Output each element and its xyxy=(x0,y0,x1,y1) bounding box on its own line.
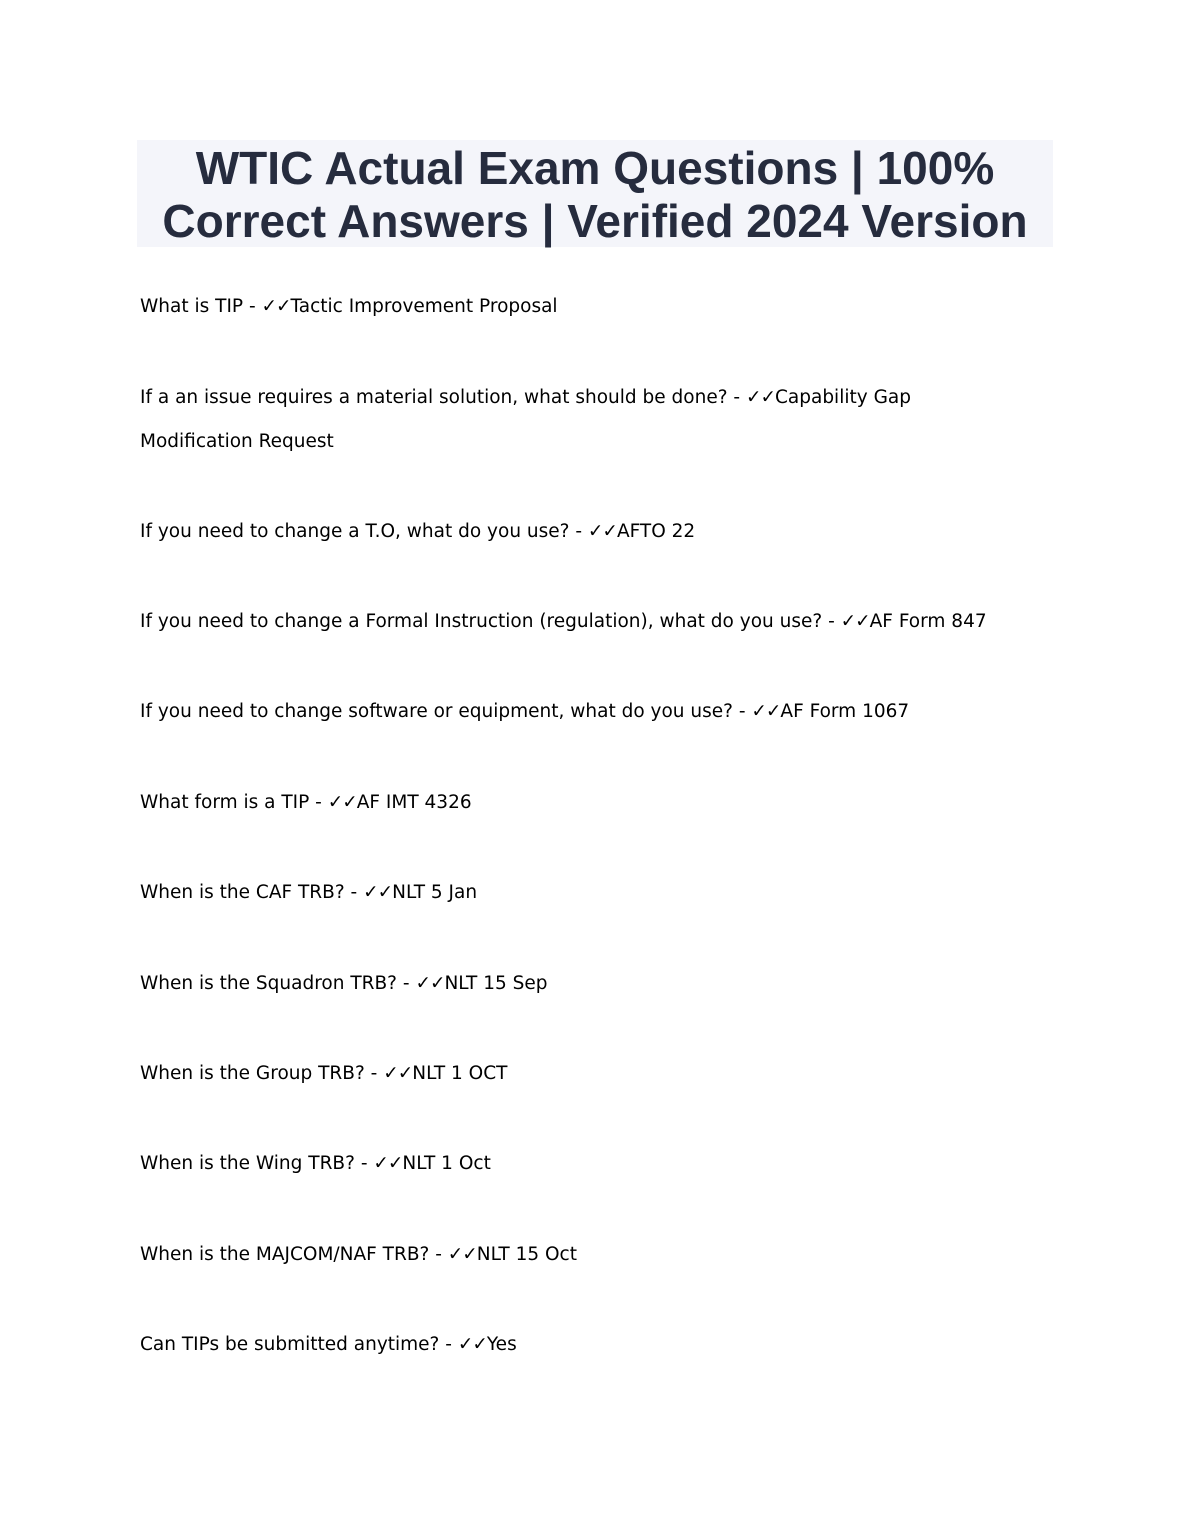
qa-item xyxy=(140,791,472,815)
qa-item xyxy=(140,700,909,724)
qa-item xyxy=(140,1152,491,1176)
answer-text: AF IMT 4326 xyxy=(356,792,472,813)
qa-item-continuation xyxy=(140,430,334,454)
double-check-icon: ✓✓ xyxy=(383,1063,413,1084)
double-check-icon: ✓✓ xyxy=(363,882,393,903)
separator: - xyxy=(354,1153,374,1174)
separator: - xyxy=(243,296,262,317)
separator: - xyxy=(429,1244,448,1265)
double-check-icon: ✓✓ xyxy=(751,701,781,722)
question-text: When is the Group TRB? xyxy=(140,1063,365,1084)
separator: - xyxy=(732,701,752,722)
qa-item xyxy=(140,1062,507,1086)
document-title-line-2: Correct Answers | Verified 2024 Version xyxy=(162,195,1028,247)
answer-text: NLT 5 Jan xyxy=(392,882,478,903)
double-check-icon: ✓✓ xyxy=(415,973,445,994)
answer-text: NLT 15 Sep xyxy=(444,973,548,994)
answer-text: AF Form 847 xyxy=(869,611,987,632)
question-text: If you need to change a Formal Instruction (regulation), what do you use? xyxy=(140,611,823,632)
qa-item xyxy=(140,610,987,634)
answer-text: Yes xyxy=(486,1334,517,1355)
title-banner xyxy=(137,140,1053,247)
answer-text: Capability Gap xyxy=(774,387,911,408)
answer-text-continued: Modification Request xyxy=(140,431,334,452)
qa-item xyxy=(140,1333,517,1357)
qa-item xyxy=(140,881,477,905)
answer-text: Tactic Improvement Proposal xyxy=(290,296,558,317)
double-check-icon: ✓✓ xyxy=(447,1244,477,1265)
double-check-icon: ✓✓ xyxy=(261,296,291,317)
double-check-icon: ✓✓ xyxy=(587,521,617,542)
qa-item xyxy=(140,1243,577,1267)
question-text: Can TIPs be submitted anytime? xyxy=(140,1334,440,1355)
question-text: When is the CAF TRB? xyxy=(140,882,345,903)
qa-item xyxy=(140,972,548,996)
separator: - xyxy=(439,1334,458,1355)
separator: - xyxy=(309,792,328,813)
question-text: What form is a TIP xyxy=(140,792,310,813)
separator: - xyxy=(364,1063,384,1084)
question-text: What is TIP xyxy=(140,296,244,317)
question-text: When is the Wing TRB? xyxy=(140,1153,355,1174)
answer-text: AFTO 22 xyxy=(616,521,696,542)
question-text: If a an issue requires a material solution, what should be done? xyxy=(140,387,728,408)
separator: - xyxy=(569,521,588,542)
double-check-icon: ✓✓ xyxy=(373,1153,403,1174)
answer-text: NLT 1 Oct xyxy=(402,1153,491,1174)
document-title-line-1: WTIC Actual Exam Questions | 100% xyxy=(195,142,995,194)
qa-item xyxy=(140,386,911,410)
answer-text: NLT 1 OCT xyxy=(412,1063,508,1084)
question-text: When is the Squadron TRB? xyxy=(140,973,397,994)
separator: - xyxy=(822,611,841,632)
question-text: If you need to change a T.O, what do you use? xyxy=(140,521,570,542)
answer-text: AF Form 1067 xyxy=(780,701,910,722)
separator: - xyxy=(727,387,746,408)
double-check-icon: ✓✓ xyxy=(327,792,357,813)
question-text: When is the MAJCOM/NAF TRB? xyxy=(140,1244,430,1265)
double-check-icon: ✓✓ xyxy=(745,387,775,408)
separator: - xyxy=(344,882,364,903)
qa-item xyxy=(140,520,695,544)
answer-text: NLT 15 Oct xyxy=(476,1244,577,1265)
double-check-icon: ✓✓ xyxy=(457,1334,487,1355)
double-check-icon: ✓✓ xyxy=(840,611,870,632)
qa-item xyxy=(140,295,558,319)
question-text: If you need to change software or equipment, what do you use? xyxy=(140,701,733,722)
separator: - xyxy=(397,973,416,994)
